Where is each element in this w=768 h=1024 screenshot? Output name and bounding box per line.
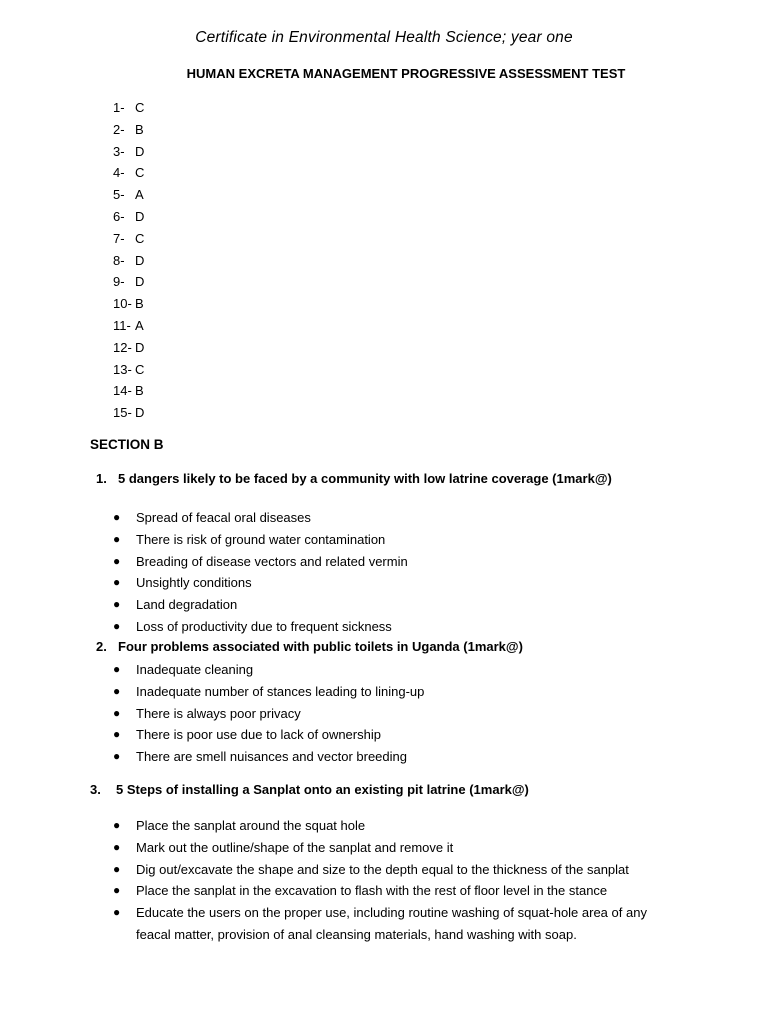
list-item: ● Breading of disease vectors and related vermin bbox=[113, 551, 408, 573]
question-number: 1. bbox=[96, 471, 107, 486]
answer-item bbox=[113, 271, 144, 293]
bullet-icon: ● bbox=[113, 531, 121, 546]
list-item: ● Spread of feacal oral diseases bbox=[113, 507, 408, 529]
answer-item bbox=[113, 206, 144, 228]
question-number: 2. bbox=[96, 639, 107, 654]
question-text: 5 Steps of installing a Sanplat onto an existing pit latrine (1mark@) bbox=[116, 782, 529, 797]
bullet-icon: ● bbox=[113, 705, 121, 720]
answer-item bbox=[113, 141, 144, 163]
bullet-icon: ● bbox=[113, 575, 121, 590]
question-2-answers bbox=[113, 659, 424, 768]
answer-letter: D bbox=[135, 274, 145, 290]
list-item: ● There are smell nuisances and vector breeding bbox=[113, 746, 424, 768]
answer-item bbox=[113, 162, 144, 184]
answer-item bbox=[113, 359, 144, 381]
answer-number: 9- bbox=[113, 274, 125, 290]
answer-item bbox=[113, 250, 144, 272]
list-item: ● Place the sanplat in the excavation to flash with the rest of floor level in the stance bbox=[113, 880, 681, 902]
answer-item bbox=[113, 228, 144, 250]
answer-letter: C bbox=[135, 361, 145, 377]
answer-letter: D bbox=[135, 208, 145, 224]
answer-item bbox=[113, 184, 144, 206]
bullet-icon: ● bbox=[113, 662, 121, 676]
answer-number: 13- bbox=[113, 361, 132, 377]
answer-number: 3- bbox=[113, 143, 125, 159]
answer-number: 7- bbox=[113, 230, 125, 246]
bullet-icon: ● bbox=[113, 749, 121, 764]
answer-item bbox=[113, 119, 144, 141]
answer-letter: D bbox=[135, 339, 145, 355]
list-item: ● Inadequate number of stances leading to lining-up bbox=[113, 681, 424, 703]
answer-number: 8- bbox=[113, 252, 125, 268]
list-item: ● Place the sanplat around the squat hole bbox=[113, 815, 681, 837]
list-item: ● Loss of productivity due to frequent sickness bbox=[113, 616, 408, 638]
answer-number: 12- bbox=[113, 339, 132, 355]
answer-letter: B bbox=[135, 296, 144, 312]
list-item: ● There is risk of ground water contamination bbox=[113, 529, 408, 551]
answer-letter: B bbox=[135, 121, 144, 137]
list-item: ● Dig out/excavate the shape and size to the depth equal to the thickness of the sanplat bbox=[113, 859, 681, 881]
answer-number: 10- bbox=[113, 296, 132, 312]
bullet-icon: ● bbox=[113, 839, 121, 854]
list-item: ● There is poor use due to lack of ownership bbox=[113, 724, 424, 746]
answer-number: 2- bbox=[113, 121, 125, 137]
bullet-icon: ● bbox=[113, 618, 121, 633]
answer-letter: D bbox=[135, 252, 145, 268]
answer-letter: D bbox=[135, 405, 145, 421]
document-title: HUMAN EXCRETA MANAGEMENT PROGRESSIVE ASSESSMENT TEST bbox=[186, 66, 626, 81]
bullet-icon: ● bbox=[113, 818, 121, 832]
list-item: ● Mark out the outline/shape of the sanplat and remove it bbox=[113, 837, 681, 859]
answer-number: 5- bbox=[113, 187, 125, 203]
answer-letter: D bbox=[135, 143, 145, 159]
question-3-heading bbox=[90, 782, 529, 797]
section-b-heading: SECTION B bbox=[90, 437, 164, 452]
question-2-heading bbox=[96, 639, 523, 654]
list-item: ● There is always poor privacy bbox=[113, 703, 424, 725]
question-1-heading bbox=[96, 471, 612, 486]
answer-letter: A bbox=[135, 187, 144, 203]
answer-item bbox=[113, 380, 144, 402]
question-text: 5 dangers likely to be faced by a community with low latrine coverage (1mark@) bbox=[118, 471, 612, 486]
list-item: ● Educate the users on the proper use, including routine washing of squat-hole area of any feacal matter, provision of anal cleansing materials, hand washing with soap. bbox=[113, 902, 681, 946]
bullet-icon: ● bbox=[113, 597, 121, 612]
answer-number: 11- bbox=[113, 317, 131, 333]
answer-item bbox=[113, 337, 144, 359]
bullet-icon: ● bbox=[113, 905, 121, 920]
answer-item bbox=[113, 293, 144, 315]
question-1-answers bbox=[113, 507, 408, 638]
answer-letter: C bbox=[135, 230, 145, 246]
answer-number: 15- bbox=[113, 405, 132, 421]
question-text: Four problems associated with public toilets in Uganda (1mark@) bbox=[118, 639, 523, 654]
answer-letter: A bbox=[135, 317, 144, 333]
document-subtitle: Certificate in Environmental Health Science; year one bbox=[195, 29, 573, 46]
bullet-icon: ● bbox=[113, 861, 121, 876]
answer-letter: C bbox=[135, 165, 145, 181]
answer-number: 1- bbox=[113, 100, 125, 115]
question-3-answers bbox=[113, 815, 681, 946]
bullet-icon: ● bbox=[113, 883, 121, 898]
answer-number: 6- bbox=[113, 208, 125, 224]
answer-letter: C bbox=[135, 100, 145, 115]
answer-number: 14- bbox=[113, 383, 132, 399]
question-number: 3. bbox=[90, 782, 101, 797]
list-item: ● Unsightly conditions bbox=[113, 572, 408, 594]
answer-item bbox=[113, 402, 144, 424]
bullet-icon: ● bbox=[113, 510, 121, 524]
bullet-icon: ● bbox=[113, 727, 121, 742]
list-item: ● Inadequate cleaning bbox=[113, 659, 424, 681]
answer-item bbox=[113, 315, 144, 337]
answer-letter: B bbox=[135, 383, 144, 399]
answer-list bbox=[113, 97, 144, 424]
answer-number: 4- bbox=[113, 165, 125, 181]
bullet-icon: ● bbox=[113, 683, 121, 698]
bullet-icon: ● bbox=[113, 553, 121, 568]
answer-item bbox=[113, 97, 144, 119]
list-item: ● Land degradation bbox=[113, 594, 408, 616]
